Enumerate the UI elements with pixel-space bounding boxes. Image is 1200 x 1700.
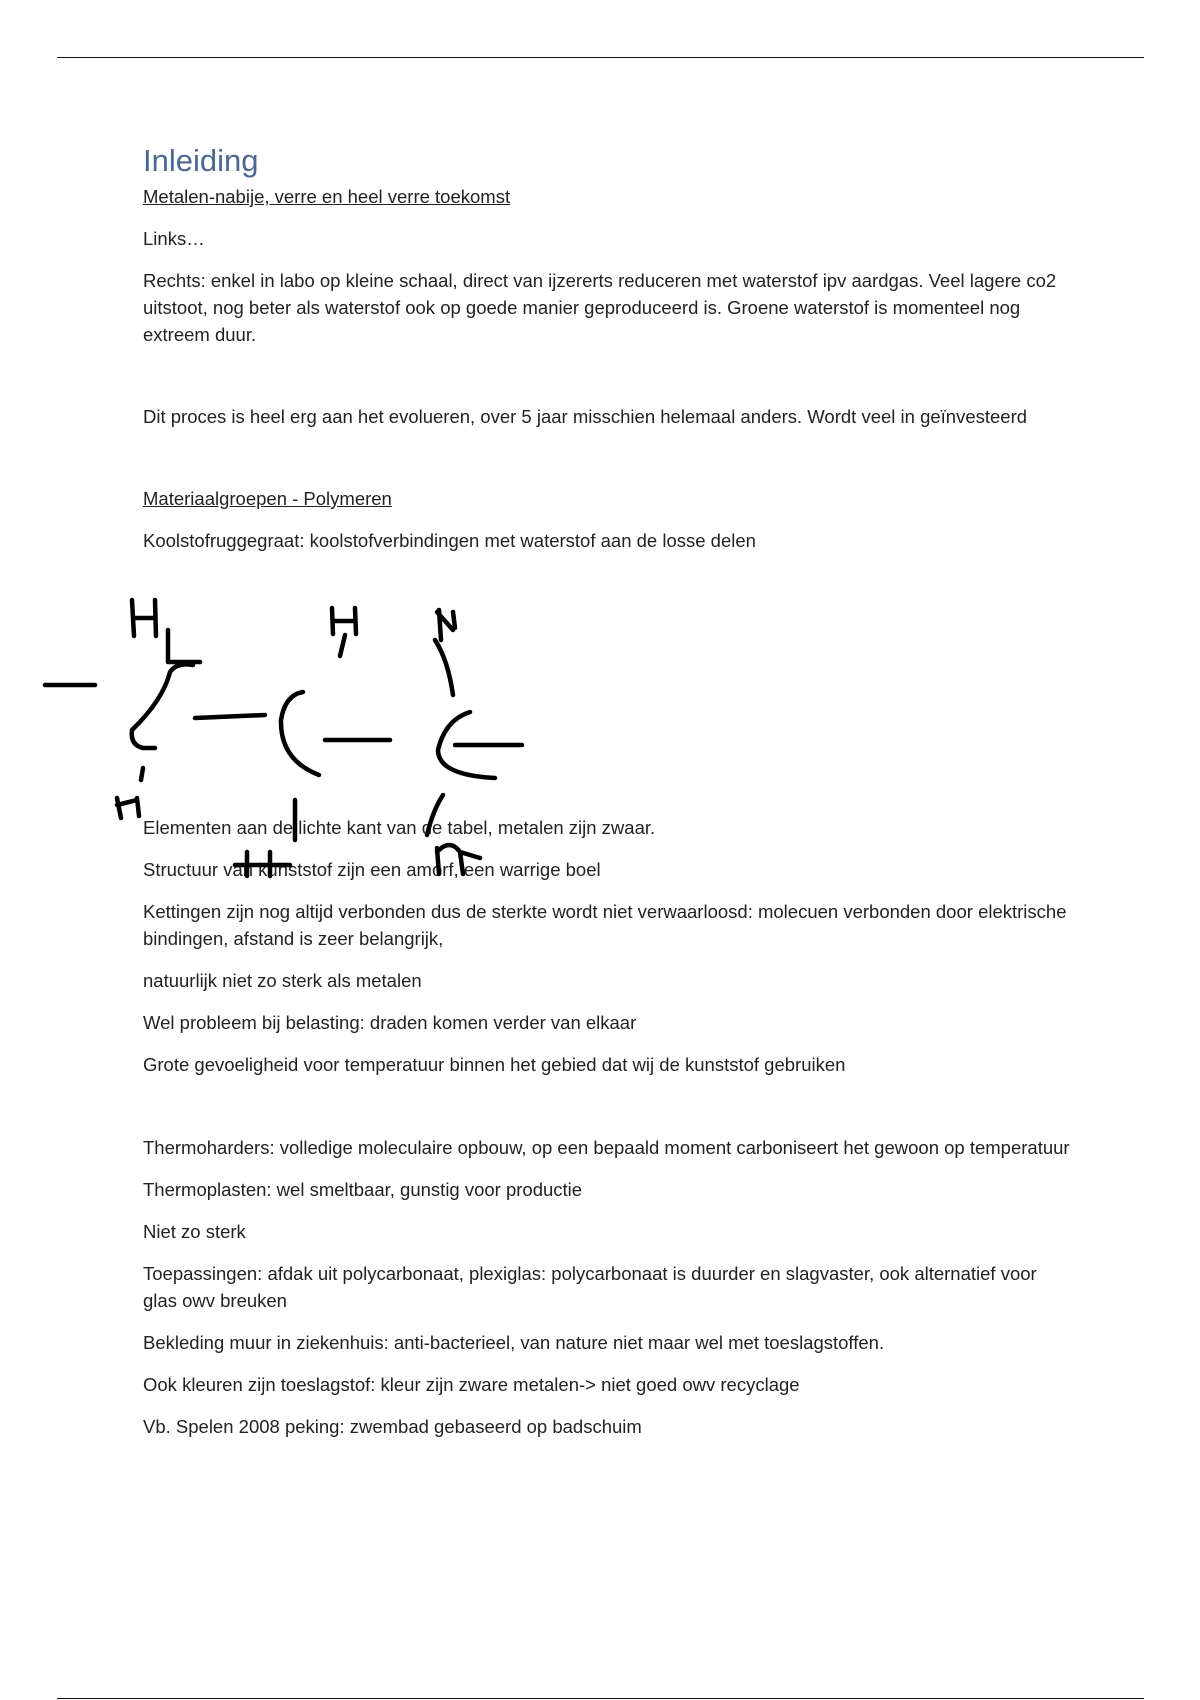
spacer xyxy=(143,363,1073,403)
paragraph: Kettingen zijn nog altijd verbonden dus de sterkte wordt niet verwaarloosd: molecuen verbonden door elektrische bindingen, afstand is zeer belangrijk, xyxy=(143,901,1067,949)
paragraph: Thermoharders: volledige moleculaire opbouw, op een bepaald moment carboniseert het gewoon op temperatuur xyxy=(143,1137,1070,1158)
paragraph: Wel probleem bij belasting: draden komen verder van elkaar xyxy=(143,1012,637,1033)
sketch-letter-h xyxy=(437,845,480,874)
sketch-letter-h xyxy=(332,608,356,634)
paragraph: Thermoplasten: wel smeltbaar, gunstig voor productie xyxy=(143,1179,583,1200)
sketch-bond-1-up xyxy=(168,630,200,662)
sketch-bond-3-up xyxy=(435,640,453,695)
page-title: Inleiding xyxy=(143,143,259,178)
paragraph: Structuur van kunststof zijn een amorf, een warrige boel xyxy=(143,859,601,880)
section-title-metals: Metalen-nabije, verre en heel verre toekomst xyxy=(143,186,511,207)
handwritten-polymer-sketch xyxy=(35,590,555,880)
sketch-letter-h xyxy=(117,798,139,818)
sketch-bond-1-down xyxy=(141,768,143,780)
sketch-carbon-2 xyxy=(281,692,319,775)
sketch-letter-h xyxy=(235,852,290,876)
sketch-bond-3-down xyxy=(427,795,443,835)
paragraph: natuurlijk niet zo sterk als metalen xyxy=(143,970,422,991)
sketch-carbon-1 xyxy=(132,664,193,748)
paragraph: Grote gevoeligheid voor temperatuur binnen het gebied dat wij de kunststof gebruiken xyxy=(143,1054,846,1075)
paragraph: Niet zo sterk xyxy=(143,1221,246,1242)
paragraph: Dit proces is heel erg aan het evolueren, over 5 jaar misschien helemaal anders. Wordt veel in geïnvesteerd xyxy=(143,406,1028,427)
paragraph: Vb. Spelen 2008 peking: zwembad gebaseerd op badschuim xyxy=(143,1416,642,1437)
paragraph: Rechts: enkel in labo op kleine schaal, direct van ijzererts reduceren met waterstof ipv aardgas. Veel lagere co2 uitstoot, nog beter als waterstof ook op goede manier geproduceerd is. Groene waterstof is momenteel nog extreem duur. xyxy=(143,270,1057,345)
paragraph: Ook kleuren zijn toeslagstof: kleur zijn zware metalen-> niet goed owv recyclage xyxy=(143,1374,800,1395)
sketch-letter-h xyxy=(132,600,156,636)
paragraph: Links… xyxy=(143,228,205,249)
paragraph: Elementen aan de lichte kant van de tabel, metalen zijn zwaar. xyxy=(143,817,656,838)
sketch-bond-1-2 xyxy=(195,715,265,718)
spacer xyxy=(143,445,1073,485)
spacer xyxy=(143,1093,1073,1134)
footer-rule xyxy=(57,1698,1144,1699)
paragraph: Koolstofruggegraat: koolstofverbindingen met waterstof aan de losse delen xyxy=(143,530,756,551)
sketch-bond-2-up xyxy=(340,635,345,656)
header-rule xyxy=(57,57,1144,58)
section-title-polymers: Materiaalgroepen - Polymeren xyxy=(143,488,392,509)
paragraph: Bekleding muur in ziekenhuis: anti-bacterieel, van nature niet maar wel met toeslagstoffen. xyxy=(143,1332,885,1353)
sketch-letter-h xyxy=(437,610,455,640)
paragraph: Toepassingen: afdak uit polycarbonaat, plexiglas: polycarbonaat is duurder en slagvaster, ook alternatief voor glas owv breuken xyxy=(143,1263,1037,1311)
